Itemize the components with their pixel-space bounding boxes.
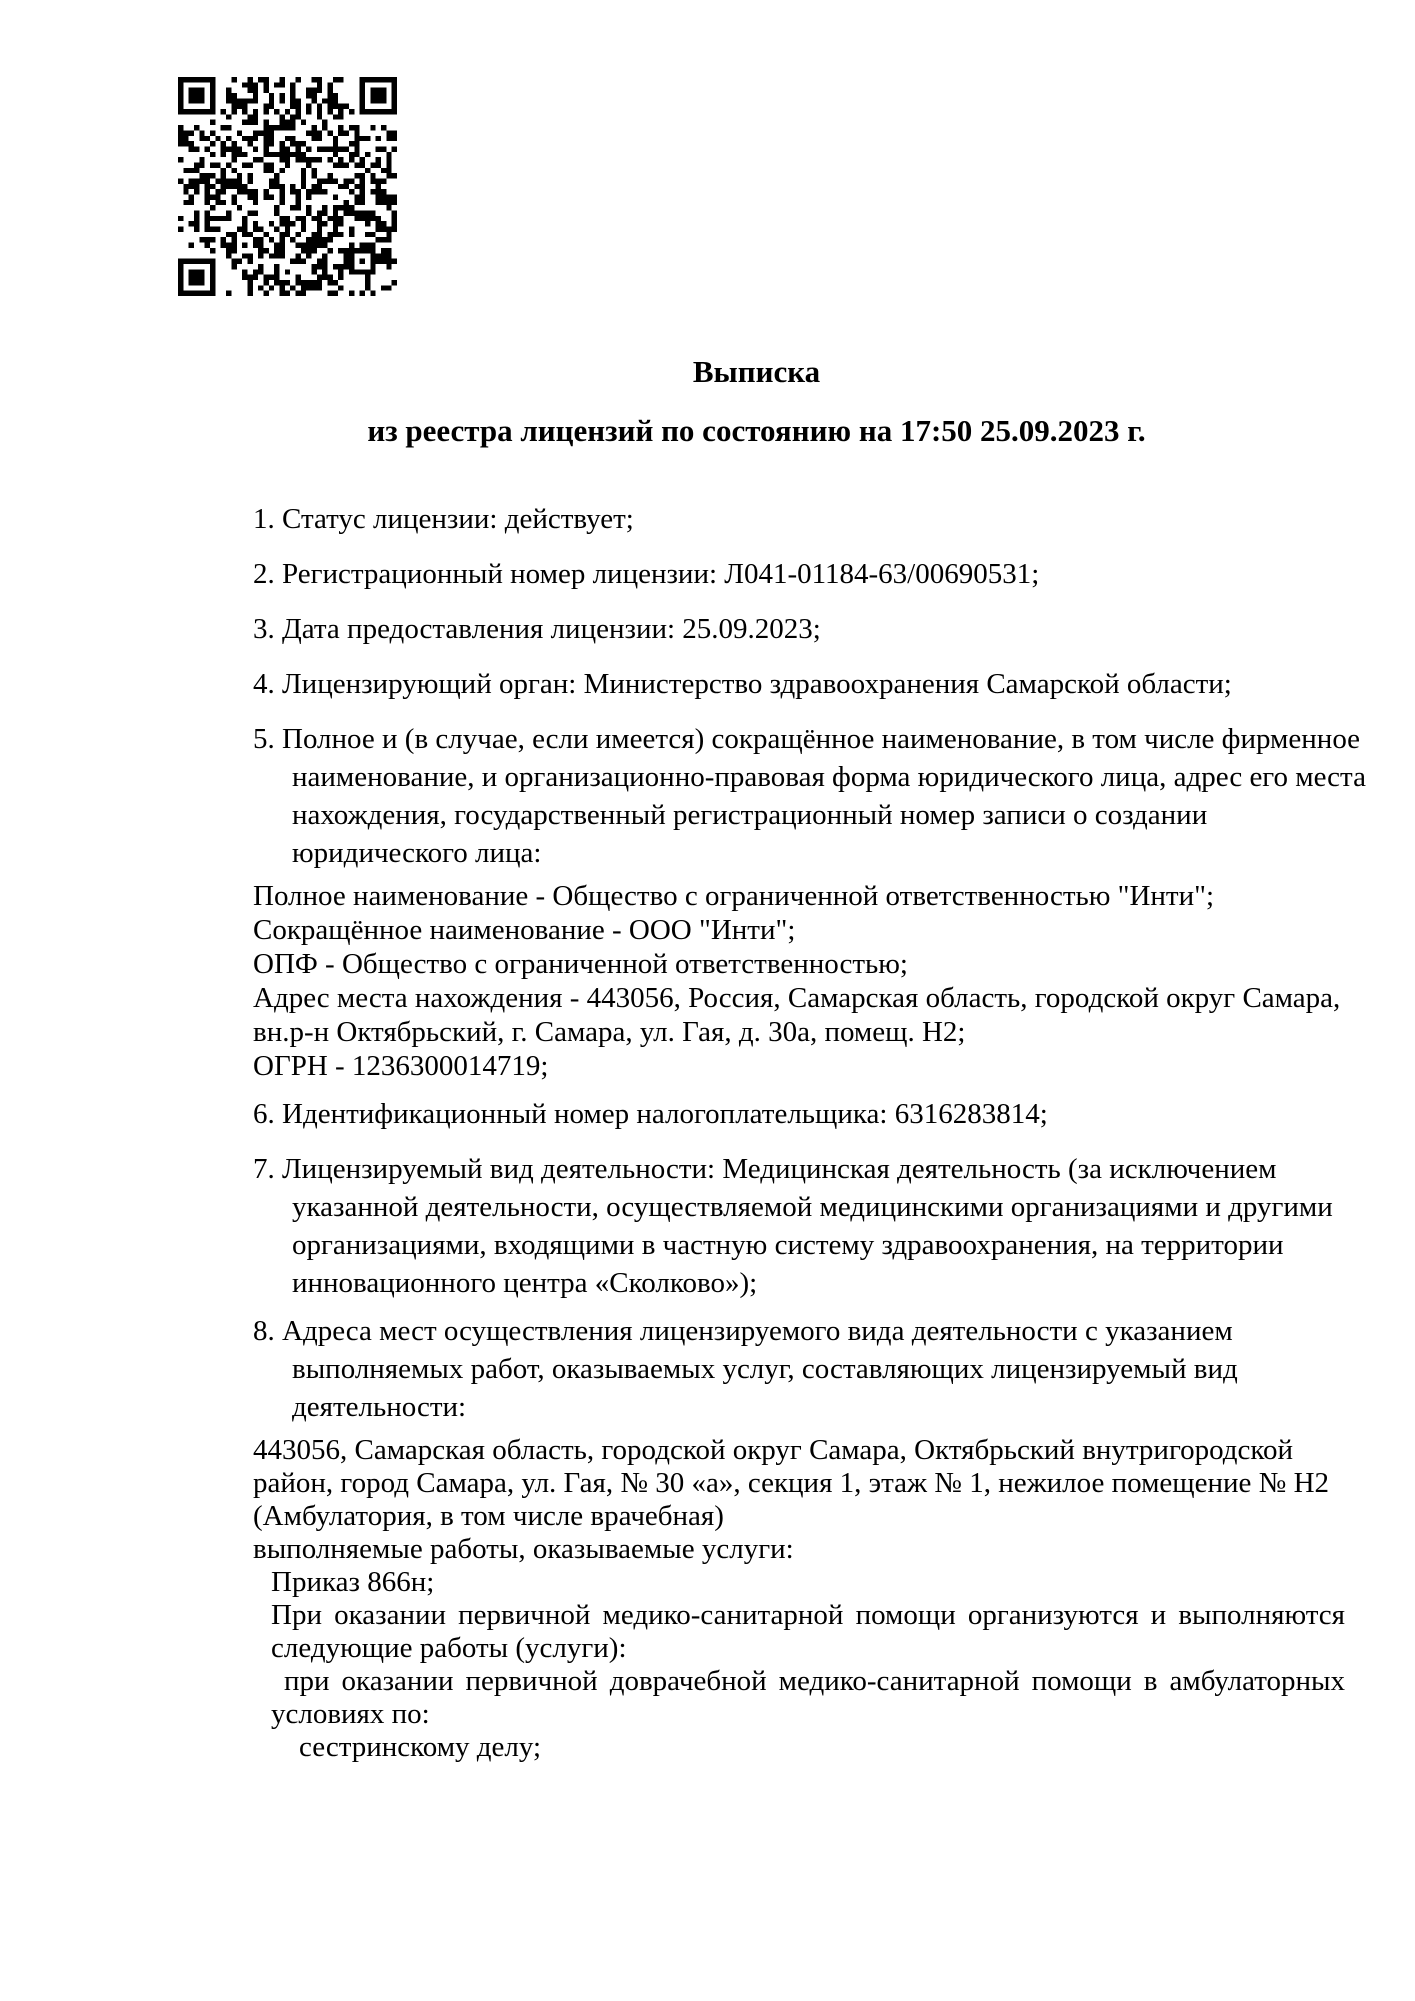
item-5-line: 5. Полное и (в случае, если имеется) сокращённое наименование, в том числе фирменное [253,723,1361,755]
document-content [253,352,1366,1764]
item-8-line: 8. Адреса мест осуществления лицензируемого вида деятельности с указанием [253,1315,1233,1347]
document-subtitle: из реестра лицензий по состоянию на 17:50 25.09.2023 г. [367,413,1146,448]
address-and-services-block [253,1434,1345,1764]
item-5-line: наименование, и организационно-правовая форма юридического лица, адрес его места [292,761,1366,793]
item-8-line: деятельности: [292,1391,467,1423]
item-7-line: указанной деятельности, осуществляемой медицинскими организациями и другими [292,1191,1333,1223]
item-1-license-status: 1. Статус лицензии: действует; [253,503,634,535]
qr-code [178,77,397,296]
item-7-line: 7. Лицензируемый вид деятельности: Медицинская деятельность (за исключением [253,1153,1277,1185]
item-2-registration-number: 2. Регистрационный номер лицензии: Л041-01184-63/00690531; [253,558,1040,590]
activity-address-note: (Амбулатория, в том числе врачебная) [253,1500,724,1532]
activity-address-line: район, город Самара, ул. Гая, № 30 «а», секция 1, этаж № 1, нежилое помещение № Н2 [253,1467,1330,1499]
item-5-entity-name-clause [253,720,1366,872]
item-4-licensing-authority: 4. Лицензирующий орган: Министерство здравоохранения Самарской области; [253,668,1232,700]
entity-address-line: Адрес места нахождения - 443056, Россия, Самарская область, городской округ Самара, [253,982,1341,1014]
item-5-line: юридического лица: [292,837,542,869]
item-6-taxpayer-number: 6. Идентификационный номер налогоплательщика: 6316283814; [253,1098,1048,1130]
entity-address-line: вн.р-н Октябрьский, г. Самара, ул. Гая, д. 30а, помещ. Н2; [253,1016,966,1048]
item-5-line: нахождения, государственный регистрационный номер записи о создании [292,799,1208,831]
works-services-heading: выполняемые работы, оказываемые услуги: [253,1533,794,1565]
entity-ogrn: ОГРН - 1236300014719; [253,1050,549,1082]
order-866n: Приказ 866н; [271,1566,435,1598]
service-line: условиях по: [271,1698,430,1730]
service-line: При оказании первичной медико-санитарной помощи организуются и выполняются [271,1599,1345,1631]
item-3-grant-date: 3. Дата предоставления лицензии: 25.09.2023; [253,613,821,645]
item-7-line: инновационного центра «Сколково»); [292,1267,758,1299]
service-line: следующие работы (услуги): [271,1632,627,1664]
item-8-line: выполняемых работ, оказываемых услуг, составляющих лицензируемый вид [292,1353,1238,1385]
document-title: Выписка [692,354,821,389]
service-nursing: сестринскому делу; [299,1731,542,1763]
activity-address-line: 443056, Самарская область, городской округ Самара, Октябрьский внутригородской [253,1434,1294,1466]
service-line: при оказании первичной доврачебной медико-санитарной помощи в амбулаторных [284,1665,1345,1697]
entity-details-block [253,879,1345,1083]
entity-legal-form: ОПФ - Общество с ограниченной ответственностью; [253,948,908,980]
item-7-line: организациями, входящими в частную систему здравоохранения, на территории [292,1229,1284,1261]
entity-short-name: Сокращённое наименование - ООО "Инти"; [253,914,796,946]
item-8-activity-addresses [253,1312,1345,1426]
item-7-licensed-activity [253,1150,1345,1302]
entity-full-name: Полное наименование - Общество с ограниченной ответственностью "Инти"; [253,880,1215,912]
